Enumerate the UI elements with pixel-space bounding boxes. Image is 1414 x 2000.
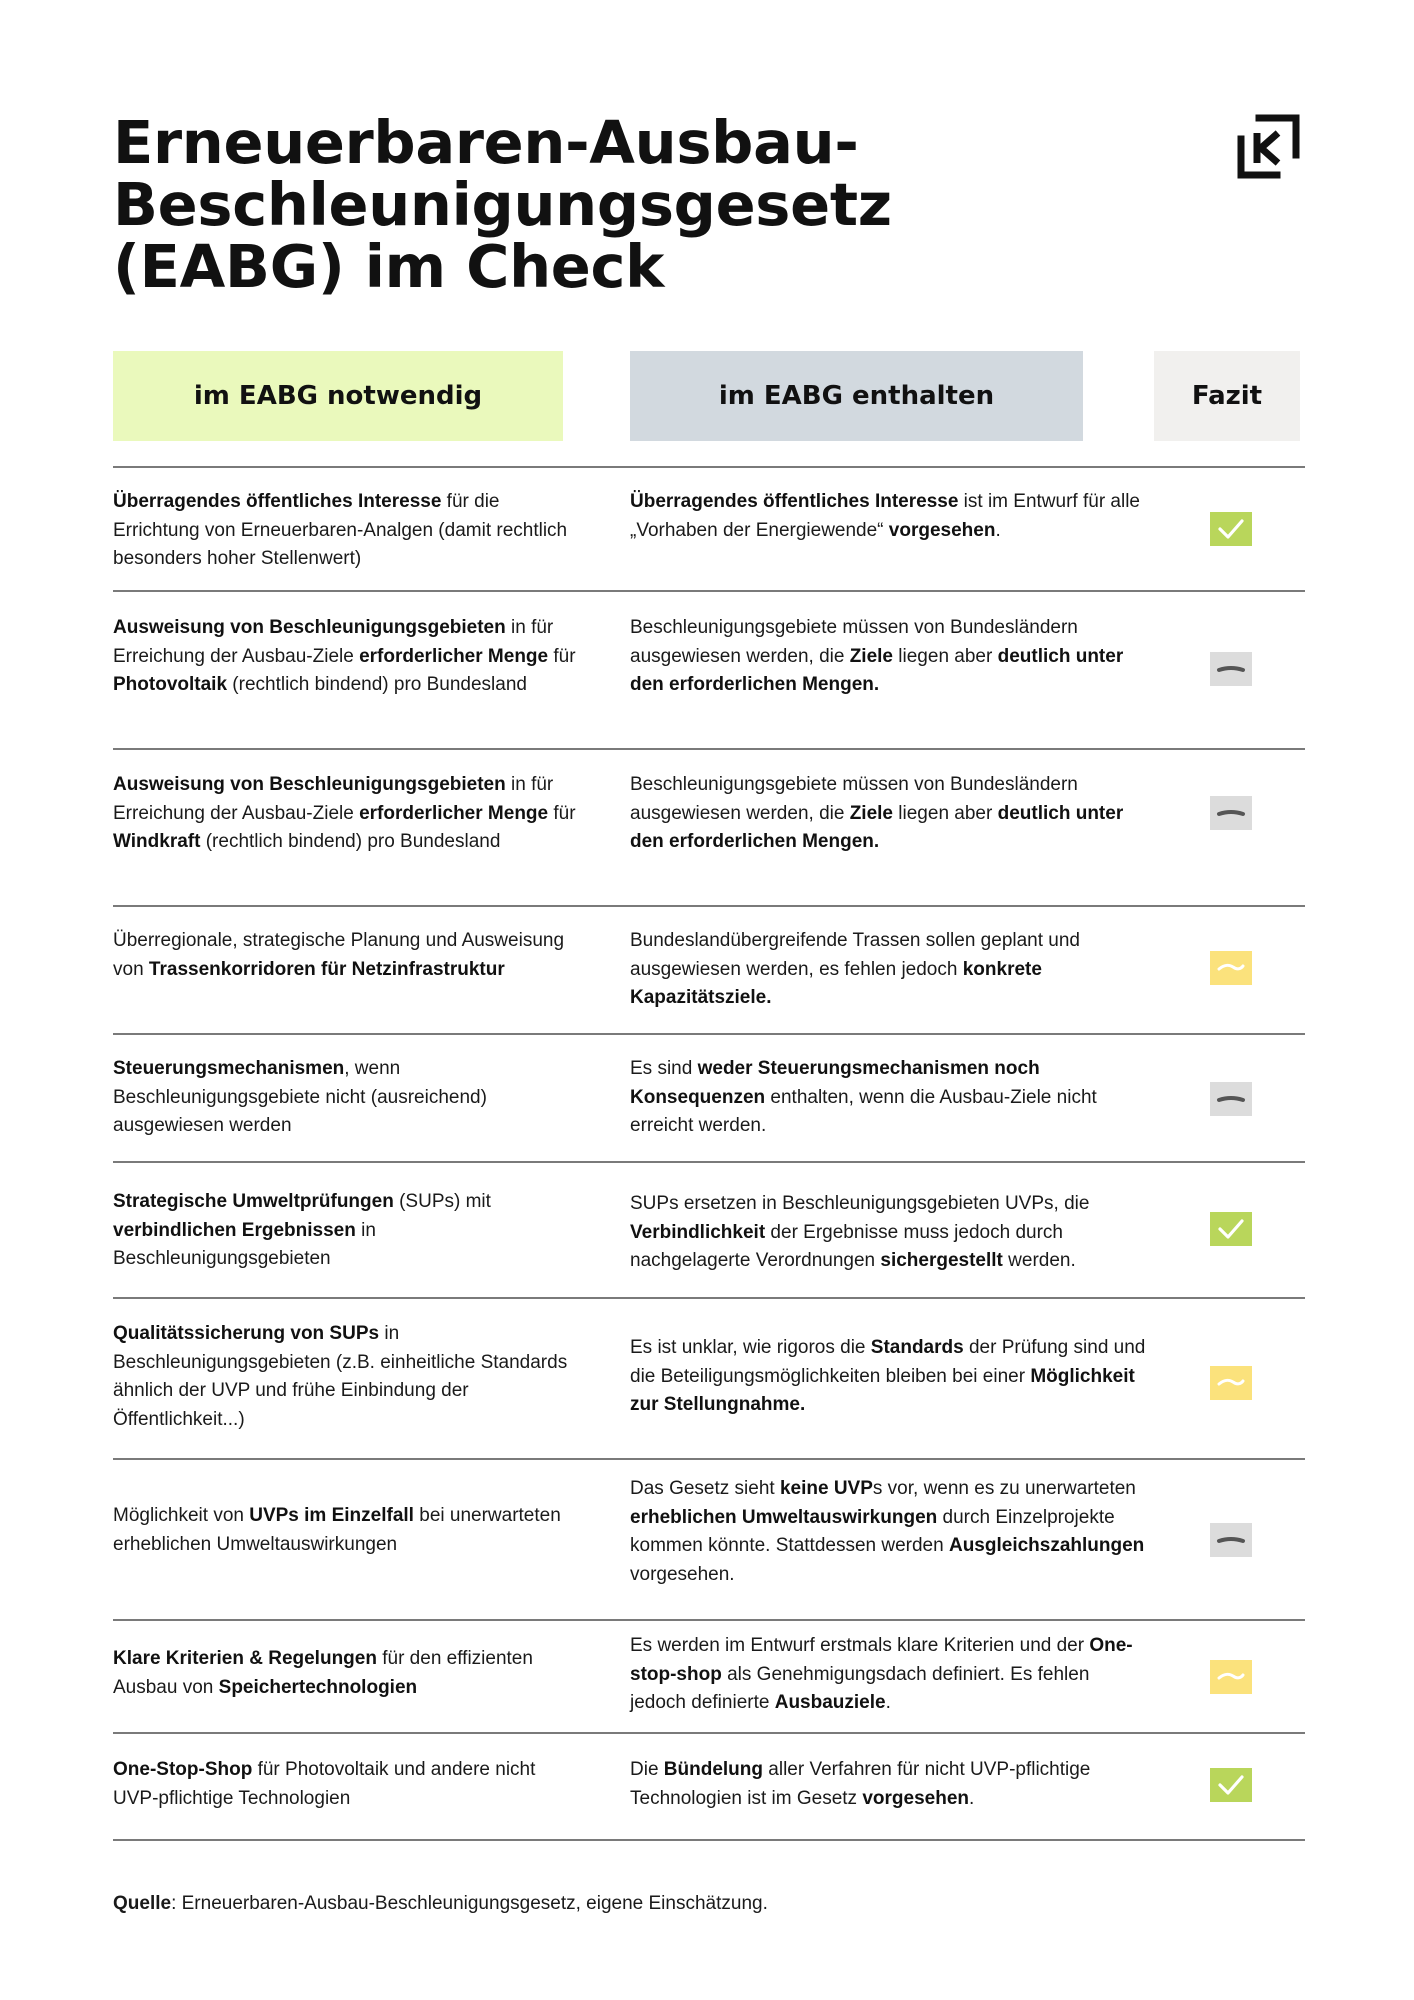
bold-text: vorgesehen	[862, 1787, 969, 1809]
row-2-have	[630, 614, 1150, 700]
divider	[113, 590, 1305, 592]
row-10-fazit-check-icon	[1210, 1768, 1252, 1802]
row-7-fazit-tilde-icon	[1210, 1366, 1252, 1400]
bold-text: Verbindlichkeit	[630, 1221, 766, 1243]
text: (rechtlich bindend) pro Bundesland	[200, 831, 501, 852]
row-3-need	[113, 771, 583, 857]
text: Beschleunigungsgebiete müssen von Bundesländern ausgewiesen werden, die	[630, 774, 1078, 824]
row-5-need	[113, 1055, 583, 1141]
text: s vor, wenn es zu unerwarteten	[872, 1478, 1136, 1499]
bold-text: Speichertechnologien	[218, 1676, 418, 1698]
row-8-fazit-dash-icon	[1210, 1523, 1252, 1557]
row-9-fazit-tilde-icon	[1210, 1660, 1252, 1694]
text: Möglichkeit von	[113, 1505, 250, 1526]
text: Beschleunigungsgebiete müssen von Bundesländern ausgewiesen werden, die	[630, 617, 1078, 667]
text: liegen aber	[893, 802, 998, 824]
page-title	[113, 108, 1013, 301]
source-label: Quelle	[113, 1893, 172, 1914]
text: in Beschleunigungsgebieten (z.B. einheitliche Standards ähnlich der UVP und frühe Einbindung der Öffentlichkeit...)	[113, 1323, 568, 1430]
bold-text: Ausweisung von Beschleunigungsgebieten	[113, 774, 506, 795]
text: , wenn Beschleunigungsgebiete nicht (ausreichend) ausgewiesen werden	[113, 1058, 487, 1136]
title-line-2: Beschleunigungsgesetz	[113, 170, 892, 239]
bold-text: keine UVP	[779, 1478, 873, 1499]
column-header-have: im EABG enthalten	[630, 351, 1083, 441]
bold-text: Ziele	[849, 802, 894, 824]
text: als Genehmigungsdach definiert. Es fehlen jedoch definierte	[630, 1663, 1090, 1713]
row-8-have	[630, 1475, 1150, 1589]
row-9-have	[630, 1632, 1150, 1718]
bold-text: Strategische Umweltprüfungen	[113, 1191, 394, 1212]
divider	[113, 1732, 1305, 1734]
bold-text: Windkraft	[113, 831, 201, 852]
row-10-have	[630, 1756, 1150, 1813]
bold-text: Überragendes öffentliches Interesse	[113, 491, 442, 512]
divider	[113, 748, 1305, 750]
text: .	[969, 1787, 975, 1809]
text: für Photovoltaik und andere nicht UVP-pflichtige Technologien	[113, 1759, 536, 1809]
text: für den effizienten Ausbau von	[113, 1648, 533, 1698]
bold-text: UVPs im Einzelfall	[249, 1505, 414, 1526]
text: aller Verfahren für nicht UVP-pflichtige Technologien ist im Gesetz	[630, 1759, 1091, 1809]
bold-text: Ziele	[849, 645, 894, 667]
text: der Prüfung sind und die Beteiligungsmöglichkeiten bleiben bei einer	[630, 1337, 1146, 1387]
text: .	[885, 1692, 891, 1713]
bold-text: vorgesehen	[888, 519, 996, 541]
text: enthalten, wenn die Ausbau-Ziele nicht erreicht werden.	[630, 1086, 1097, 1136]
k-bracket-logo-icon	[1236, 113, 1300, 179]
source-note	[113, 1890, 768, 1918]
text: Die	[630, 1759, 664, 1780]
row-4-fazit-tilde-icon	[1210, 951, 1252, 985]
row-9-need	[113, 1645, 583, 1702]
row-8-need	[113, 1502, 583, 1559]
row-1-need	[113, 488, 583, 574]
text: Bundeslandübergreifende Trassen sollen geplant und ausgewiesen werden, es fehlen jedoch	[630, 930, 1080, 980]
row-5-have	[630, 1055, 1150, 1141]
bold-text: Steuerungsmechanismen	[113, 1058, 345, 1079]
row-1-have	[630, 488, 1150, 545]
text: (rechtlich bindend) pro Bundesland	[227, 674, 527, 695]
bold-text: erheblichen Umweltauswirkungen	[630, 1506, 938, 1528]
bold-text: Qualitätssicherung von SUPs	[113, 1323, 380, 1344]
text: Es sind	[630, 1058, 698, 1079]
row-10-need	[113, 1756, 583, 1813]
bold-text: Möglichkeit zur Stellungnahme.	[630, 1365, 1135, 1415]
text: in Beschleunigungsgebieten	[113, 1219, 376, 1269]
bold-text: Klare Kriterien & Regelungen	[113, 1648, 377, 1669]
bold-text: Standards	[870, 1337, 964, 1358]
bold-text: erforderlicher Menge	[359, 645, 549, 667]
row-2-fazit-dash-icon	[1210, 652, 1252, 686]
divider	[113, 1619, 1305, 1621]
bold-text: Bündelung	[663, 1759, 763, 1780]
bold-text: Überragendes öffentliches Interesse	[630, 491, 959, 512]
text: Es ist unklar, wie rigoros die	[630, 1337, 871, 1358]
row-7-have	[630, 1334, 1150, 1420]
bold-text: weder Steuerungsmechanismen noch Konsequenzen	[630, 1058, 1040, 1108]
row-4-have	[630, 927, 1150, 1013]
column-header-need: im EABG notwendig	[113, 351, 563, 441]
row-6-need	[113, 1188, 583, 1274]
text: (SUPs) mit	[393, 1191, 491, 1212]
bold-text: One-Stop-Shop	[113, 1759, 253, 1780]
text: SUPs ersetzen in Beschleunigungsgebieten UVPs, die	[630, 1193, 1090, 1214]
text: Überregionale, strategische Planung und Ausweisung von	[113, 930, 565, 980]
row-2-need	[113, 614, 583, 700]
bold-text: konkrete Kapazitätsziele.	[630, 958, 1042, 1008]
row-3-have	[630, 771, 1150, 857]
text: werden.	[1002, 1250, 1076, 1271]
text: für die Errichtung von Erneuerbaren-Analgen (damit rechtlich besonders hoher Stellenwert)	[113, 491, 568, 569]
source-text: : Erneuerbaren-Ausbau-Beschleunigungsgesetz, eigene Einschätzung.	[171, 1893, 768, 1914]
column-header-fazit: Fazit	[1154, 351, 1300, 441]
bold-text: Ausbauziele	[774, 1692, 886, 1713]
row-4-need	[113, 927, 583, 984]
text: für	[548, 802, 576, 824]
text: ist im Entwurf für alle „Vorhaben der Energiewende“	[630, 491, 1140, 541]
title-line-3: (EABG) im Check	[113, 232, 665, 301]
bold-text: One-stop-shop	[630, 1635, 1133, 1685]
text: für	[548, 645, 576, 667]
divider	[113, 1839, 1305, 1841]
text: Das Gesetz sieht	[630, 1478, 780, 1499]
divider	[113, 1161, 1305, 1163]
bold-text: sichergestellt	[880, 1250, 1003, 1271]
bold-text: Trassenkorridoren für Netzinfrastruktur	[148, 958, 505, 980]
bold-text: deutlich unter den erforderlichen Mengen.	[630, 645, 1124, 695]
divider	[113, 1033, 1305, 1035]
row-3-fazit-dash-icon	[1210, 796, 1252, 830]
divider	[113, 466, 1305, 468]
row-6-fazit-check-icon	[1210, 1212, 1252, 1246]
text: liegen aber	[893, 645, 998, 667]
bold-text: Ausgleichszahlungen	[948, 1535, 1145, 1556]
text: in für Erreichung der Ausbau-Ziele	[113, 617, 554, 667]
bold-text: deutlich unter den erforderlichen Mengen.	[630, 802, 1124, 852]
bold-text: Ausweisung von Beschleunigungsgebieten	[113, 617, 506, 638]
divider	[113, 905, 1305, 907]
divider	[113, 1458, 1305, 1460]
bold-text: Photovoltaik	[113, 674, 228, 695]
text: bei unerwarteten erheblichen Umweltauswirkungen	[113, 1505, 561, 1555]
text: in für Erreichung der Ausbau-Ziele	[113, 774, 554, 824]
row-1-fazit-check-icon	[1210, 512, 1252, 546]
text: durch Einzelprojekte kommen könnte. Stattdessen werden	[630, 1506, 1115, 1556]
row-6-have	[630, 1190, 1150, 1276]
text: Es werden im Entwurf erstmals klare Kriterien und der	[630, 1635, 1090, 1656]
text: der Ergebnisse muss jedoch durch nachgelagerte Verordnungen	[630, 1221, 1063, 1271]
row-5-fazit-dash-icon	[1210, 1082, 1252, 1116]
bold-text: erforderlicher Menge	[359, 802, 549, 824]
text: vorgesehen.	[630, 1563, 735, 1585]
row-7-need	[113, 1320, 583, 1434]
divider	[113, 1297, 1305, 1299]
bold-text: verbindlichen Ergebnissen	[113, 1219, 356, 1241]
text: .	[995, 519, 1001, 541]
title-line-1: Erneuerbaren-Ausbau-	[113, 108, 859, 177]
